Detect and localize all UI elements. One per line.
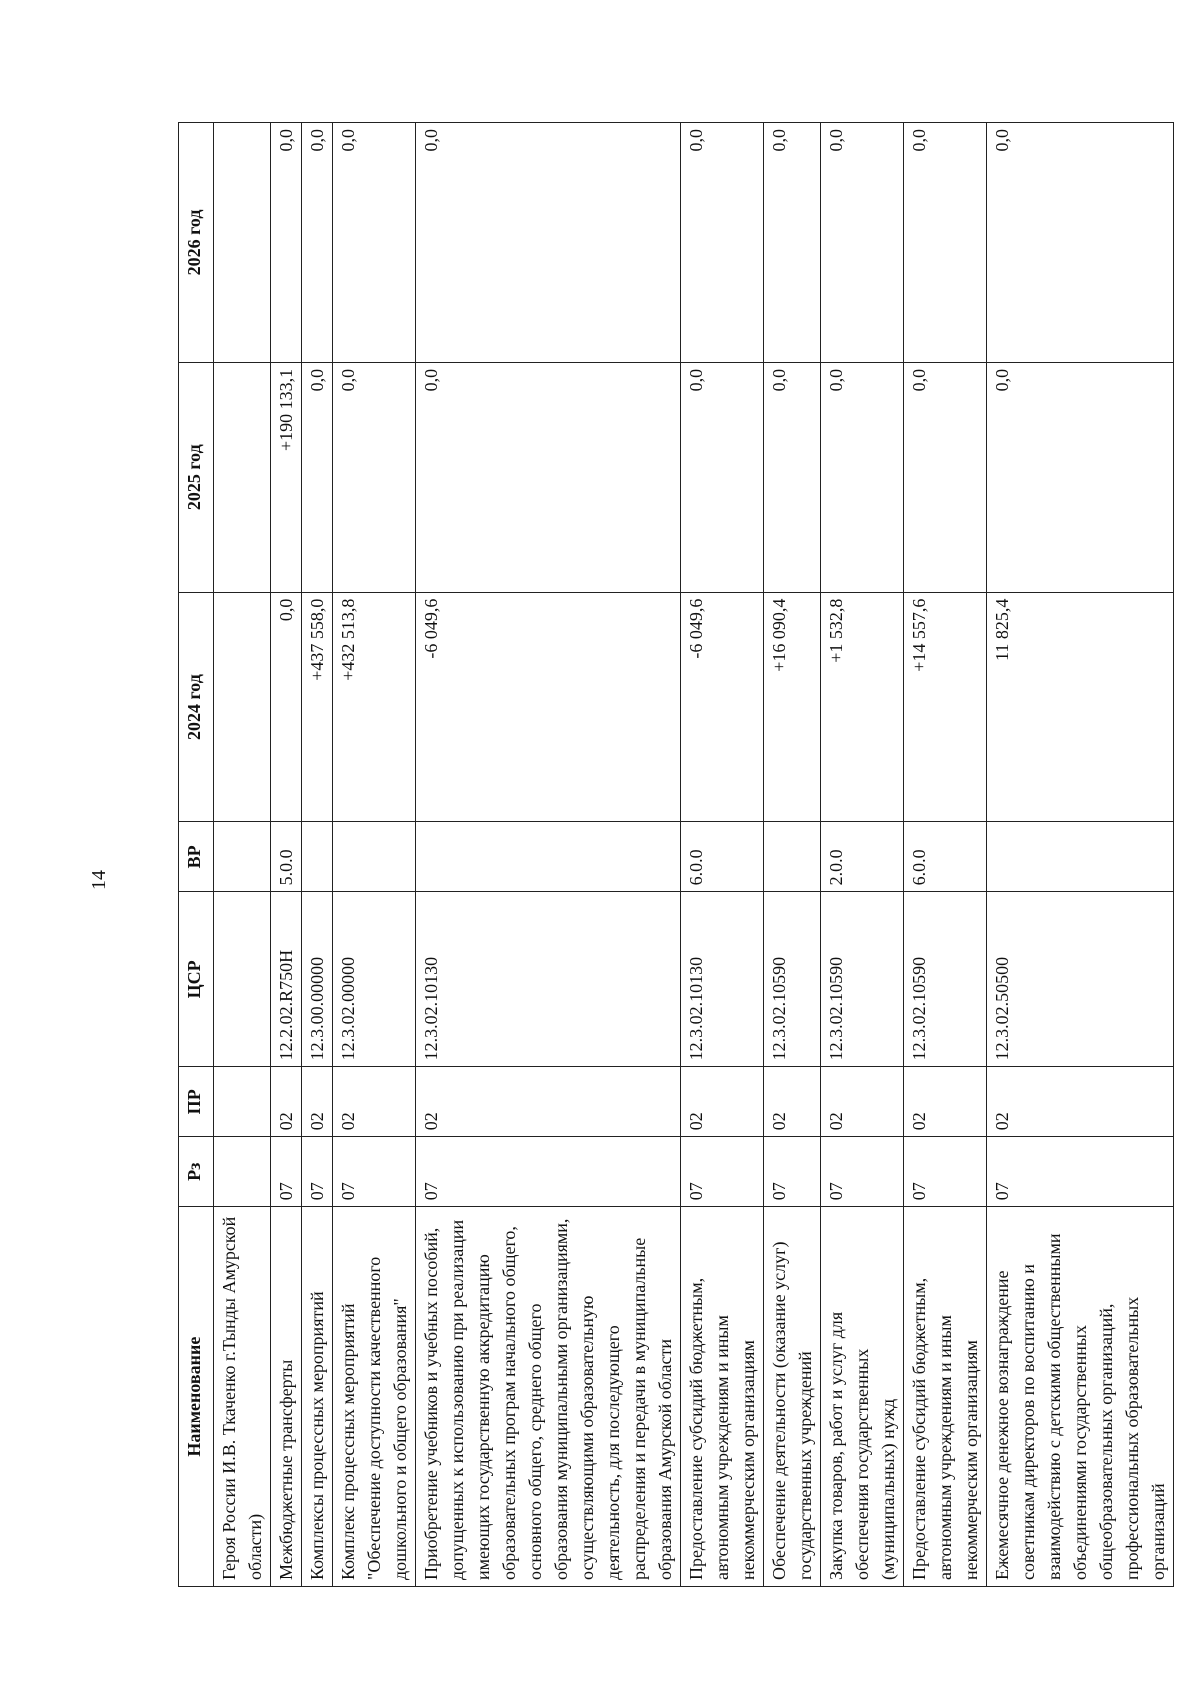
cell-2024: 11 825,4 — [987, 592, 1174, 822]
cell-2025 — [214, 362, 271, 592]
cell-2026: 0,0 — [764, 123, 821, 363]
cell-2026: 0,0 — [333, 123, 416, 363]
cell-2026: 0,0 — [302, 123, 333, 363]
cell-vr: 6.0.0 — [904, 822, 987, 892]
header-name: Наименование — [179, 1207, 214, 1587]
cell-2024: +1 532,8 — [821, 592, 904, 822]
cell-rz — [214, 1137, 271, 1207]
cell-2025: 0,0 — [764, 362, 821, 592]
budget-table-container — [178, 122, 1168, 1587]
cell-2024 — [214, 592, 271, 822]
table-row — [681, 123, 764, 1587]
table-row — [764, 123, 821, 1587]
cell-name: Героя России И.В. Ткаченко г.Тынды Амурской области) — [214, 1207, 271, 1587]
cell-pr: 02 — [904, 1067, 987, 1137]
cell-vr — [764, 822, 821, 892]
cell-vr — [416, 822, 681, 892]
cell-name: Комплексы процессных мероприятий — [302, 1207, 333, 1587]
cell-csr: 12.3.02.00000 — [333, 892, 416, 1067]
cell-csr: 12.3.02.50500 — [987, 892, 1174, 1067]
cell-rz: 07 — [821, 1137, 904, 1207]
cell-csr — [214, 892, 271, 1067]
cell-pr: 02 — [681, 1067, 764, 1137]
cell-2024: -6 049,6 — [681, 592, 764, 822]
cell-pr: 02 — [987, 1067, 1174, 1137]
header-2026: 2026 год — [179, 123, 214, 363]
cell-name: Комплекс процессных мероприятий "Обеспечение доступности качественного дошкольного и общего образования" — [333, 1207, 416, 1587]
cell-2026: 0,0 — [416, 123, 681, 363]
cell-2026: 0,0 — [821, 123, 904, 363]
cell-name: Предоставление субсидий бюджетным, автономным учреждениям и иным некоммерческим организациям — [681, 1207, 764, 1587]
cell-rz: 07 — [904, 1137, 987, 1207]
table-row — [821, 123, 904, 1587]
cell-vr — [302, 822, 333, 892]
table-row — [416, 123, 681, 1587]
cell-2026: 0,0 — [681, 123, 764, 363]
cell-csr: 12.3.00.00000 — [302, 892, 333, 1067]
cell-pr: 02 — [271, 1067, 302, 1137]
table-row — [987, 123, 1174, 1587]
cell-2025: 0,0 — [904, 362, 987, 592]
cell-vr: 2.0.0 — [821, 822, 904, 892]
cell-name: Приобретение учебников и учебных пособий, допущенных к использованию при реализации имеющих государственную аккредитацию образовательных програм начального общего, основного общего, среднего общего образования муниципальными организациями, осуществляющими образовательную деятельность, для последующего распределения и передачи в муниципальные образования Амурской области — [416, 1207, 681, 1587]
cell-csr: 12.2.02.R750H — [271, 892, 302, 1067]
cell-2025: 0,0 — [333, 362, 416, 592]
cell-pr — [214, 1067, 271, 1137]
header-2024: 2024 год — [179, 592, 214, 822]
header-2025: 2025 год — [179, 362, 214, 592]
cell-2026 — [214, 123, 271, 363]
cell-2025: 0,0 — [821, 362, 904, 592]
table-row — [333, 123, 416, 1587]
cell-2024: +437 558,0 — [302, 592, 333, 822]
cell-name: Закупка товаров, работ и услуг для обеспечения государственных (муниципальных) нужд — [821, 1207, 904, 1587]
cell-pr: 02 — [416, 1067, 681, 1137]
cell-vr — [214, 822, 271, 892]
cell-rz: 07 — [764, 1137, 821, 1207]
cell-2026: 0,0 — [987, 123, 1174, 363]
budget-table — [178, 122, 1174, 1587]
cell-name: Ежемесячное денежное вознаграждение советникам директоров по воспитанию и взаимодействию с детскими общественными объединениями государственных общеобразовательных организаций, профессиональных образовательных организаций — [987, 1207, 1174, 1587]
cell-rz: 07 — [987, 1137, 1174, 1207]
cell-2026: 0,0 — [904, 123, 987, 363]
cell-2024: +14 557,6 — [904, 592, 987, 822]
cell-name: Межбюджетные трансферты — [271, 1207, 302, 1587]
cell-2024: 0,0 — [271, 592, 302, 822]
cell-2025: +190 133,1 — [271, 362, 302, 592]
cell-2024: -6 049,6 — [416, 592, 681, 822]
cell-csr: 12.3.02.10130 — [681, 892, 764, 1067]
header-rz: Рз — [179, 1137, 214, 1207]
cell-vr: 6.0.0 — [681, 822, 764, 892]
cell-2024: +16 090,4 — [764, 592, 821, 822]
header-pr: ПР — [179, 1067, 214, 1137]
cell-2025: 0,0 — [987, 362, 1174, 592]
cell-rz: 07 — [333, 1137, 416, 1207]
cell-name: Предоставление субсидий бюджетным, автономным учреждениям и иным некоммерческим организациям — [904, 1207, 987, 1587]
header-csr: ЦСР — [179, 892, 214, 1067]
cell-2026: 0,0 — [271, 123, 302, 363]
cell-2025: 0,0 — [302, 362, 333, 592]
cell-2025: 0,0 — [681, 362, 764, 592]
cell-csr: 12.3.02.10590 — [904, 892, 987, 1067]
header-vr: ВР — [179, 822, 214, 892]
table-row — [302, 123, 333, 1587]
cell-csr: 12.3.02.10130 — [416, 892, 681, 1067]
cell-rz: 07 — [416, 1137, 681, 1207]
cell-rz: 07 — [302, 1137, 333, 1207]
cell-name: Обеспечение деятельности (оказание услуг) государственных учреждений — [764, 1207, 821, 1587]
table-row — [904, 123, 987, 1587]
cell-pr: 02 — [302, 1067, 333, 1137]
cell-pr: 02 — [764, 1067, 821, 1137]
page-number: 14 — [88, 870, 110, 890]
cell-csr: 12.3.02.10590 — [764, 892, 821, 1067]
cell-2025: 0,0 — [416, 362, 681, 592]
table-header — [179, 123, 214, 1587]
table-row — [214, 123, 271, 1587]
cell-2024: +432 513,8 — [333, 592, 416, 822]
table-body — [214, 123, 1174, 1587]
cell-rz: 07 — [271, 1137, 302, 1207]
cell-pr: 02 — [821, 1067, 904, 1137]
cell-vr: 5.0.0 — [271, 822, 302, 892]
cell-pr: 02 — [333, 1067, 416, 1137]
cell-vr — [987, 822, 1174, 892]
table-row — [271, 123, 302, 1587]
cell-csr: 12.3.02.10590 — [821, 892, 904, 1067]
cell-vr — [333, 822, 416, 892]
cell-rz: 07 — [681, 1137, 764, 1207]
header-row — [179, 123, 214, 1587]
